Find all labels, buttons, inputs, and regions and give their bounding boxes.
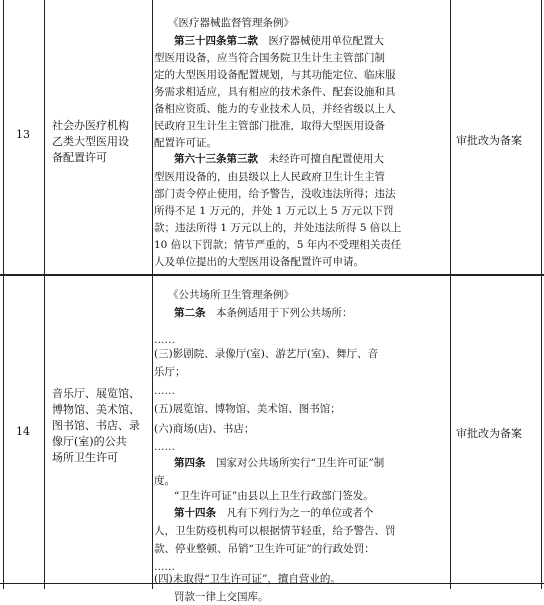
legal-text-line xyxy=(154,187,396,202)
legal-text: 型医用设备，应当符合国务院卫生计生主管部门制 xyxy=(154,52,385,64)
legal-text: 人及单位提出的大型医用设备配置许可申请。 xyxy=(154,256,364,268)
legal-text: 人，卫生防疫机构可以根据情节轻重，给予警告、罚 xyxy=(154,525,396,537)
item-name-line: 社会办医疗机构 xyxy=(52,119,129,132)
legal-text-line xyxy=(154,136,217,151)
table-divider-law xyxy=(450,0,451,589)
legal-text-line xyxy=(154,170,385,185)
legal-text: (三)影剧院、录像厅(室)、游艺厅(室)、舞厅、音 xyxy=(154,348,379,360)
legal-text: 未经许可擅自配置使用大 xyxy=(258,153,384,165)
legal-text-line xyxy=(154,402,341,417)
article-heading: 第三十四条第二款 xyxy=(174,35,258,47)
legal-text: 定的大型医用设备配置规划，与其功能定位、临床服 xyxy=(154,69,396,81)
article-heading: 第六十三条第三款 xyxy=(174,153,258,165)
legal-text: 凡有下列行为之一的单位或者个 xyxy=(216,507,374,519)
legal-text-line xyxy=(174,34,384,49)
item-name-line: 音乐厅、展览馆、 xyxy=(52,387,140,400)
legal-text: …… xyxy=(154,334,175,346)
legal-text-line xyxy=(154,51,385,66)
legal-text: …… xyxy=(154,561,175,573)
legal-text-line xyxy=(154,255,364,270)
legal-text: 款；违法所得 1 万元以上的，并处违法所得 5 倍以上 xyxy=(154,222,402,234)
legal-text: 国家对公共场所实行“卫生许可证”制 xyxy=(205,457,385,469)
legal-text-line xyxy=(154,384,175,399)
legal-text: 型医用设备的，由县级以上人民政府卫生计生主管 xyxy=(154,171,385,183)
legal-text-line xyxy=(174,152,384,167)
legal-text: 本条例适用于下列公共场所： xyxy=(205,307,353,319)
legal-text: 备相应资质、能力的专业技术人员，并经省级以上人 xyxy=(154,103,396,115)
legal-text-line xyxy=(154,204,394,219)
item-name-line: 场所卫生许可 xyxy=(52,451,118,464)
table-divider-item xyxy=(152,0,153,589)
row-number: 14 xyxy=(16,425,30,438)
row-number: 13 xyxy=(16,128,30,141)
table-border-right xyxy=(541,0,542,589)
legal-text: 10 倍以下罚款；情节严重的，5 年内不受理相关责任 xyxy=(154,239,402,251)
legal-text-line xyxy=(174,506,374,521)
legal-text-line xyxy=(154,440,175,455)
handling-result: 审批改为备案 xyxy=(456,134,522,147)
legal-text: 款、停业整顿、吊销“卫生许可证”的行政处罚： xyxy=(154,543,375,555)
legal-text-line xyxy=(174,489,374,504)
legal-text-line xyxy=(154,221,401,236)
legal-text: 《公共场所卫生管理条例》 xyxy=(168,289,294,301)
legal-text-line xyxy=(174,306,353,321)
legal-text-line xyxy=(154,572,341,587)
legal-text: “卫生许可证”由县以上卫生行政部门签发。 xyxy=(174,490,374,502)
handling-result: 审批改为备案 xyxy=(456,427,522,440)
article-heading: 第二条 xyxy=(174,307,206,319)
legal-text-line xyxy=(154,119,385,134)
legal-text: 罚款一律上交国库。 xyxy=(174,591,269,603)
legal-text-line xyxy=(154,333,175,348)
legal-text-line xyxy=(154,85,396,100)
legal-text: 度。 xyxy=(154,475,175,487)
legal-text: (四)未取得“卫生许可证”，擅自营业的。 xyxy=(154,573,341,585)
legal-text: 民政府卫生计生主管部门批准，取得大型医用设备 xyxy=(154,120,385,132)
legal-text-line xyxy=(174,456,384,471)
row-separator xyxy=(0,274,544,276)
item-name xyxy=(52,386,152,466)
legal-text-line xyxy=(154,474,175,489)
legal-text: 务需求相适应，具有相应的技术条件、配套设施和具 xyxy=(154,86,396,98)
item-name xyxy=(52,118,152,166)
table-divider-num xyxy=(44,0,45,589)
legal-text-line xyxy=(168,16,294,31)
legal-text: 《医疗器械监督管理条例》 xyxy=(168,17,294,29)
table-border-left xyxy=(3,0,4,589)
legal-text-line xyxy=(154,347,378,362)
legal-text: 配置许可证。 xyxy=(154,137,217,149)
item-name-line: 图书馆、书店、录 xyxy=(52,419,140,432)
legal-text-line xyxy=(154,422,254,437)
legal-text: …… xyxy=(154,441,175,453)
item-name-line: 像厅(室)的公共 xyxy=(52,435,127,448)
item-name-line: 博物馆、美术馆、 xyxy=(52,403,140,416)
legal-text-line xyxy=(154,68,396,83)
legal-text-line xyxy=(154,365,186,380)
legal-text: (五)展览馆、博物馆、美术馆、图书馆； xyxy=(154,403,341,415)
legal-text-line xyxy=(154,524,396,539)
legal-text: …… xyxy=(154,385,175,397)
legal-text: 所得不足 1 万元的，并处 1 万元以上 5 万元以下罚 xyxy=(154,205,394,217)
legal-text-line xyxy=(154,542,375,557)
legal-text-line xyxy=(154,238,401,253)
legal-text-line xyxy=(154,102,396,117)
item-name-line: 乙类大型医用设 xyxy=(52,135,129,148)
item-name-line: 备配置许可 xyxy=(52,151,107,164)
legal-text: 部门责令停止使用，给予警告，没收违法所得；违法 xyxy=(154,188,396,200)
legal-text-line xyxy=(174,590,269,605)
legal-text: (六)商场(店)、书店； xyxy=(154,423,255,435)
legal-text: 乐厅； xyxy=(154,366,186,378)
legal-text-line xyxy=(168,288,294,303)
article-heading: 第四条 xyxy=(174,457,206,469)
legal-text: 医疗器械使用单位配置大 xyxy=(258,35,384,47)
article-heading: 第十四条 xyxy=(174,507,216,519)
